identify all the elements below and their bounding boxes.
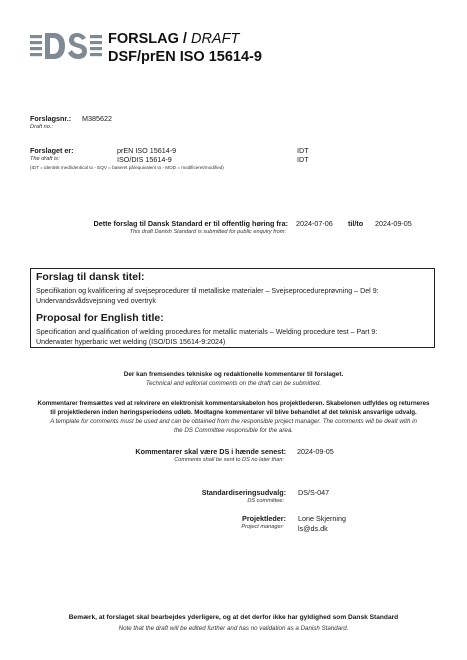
deadline-sub: Comments shall be sent to DS no later than:	[174, 457, 284, 463]
danish-title-heading: Forslag til dansk titel:	[36, 271, 145, 283]
danish-title-line-2: Undervandsvådsvejsning ved overtryk	[36, 297, 156, 305]
manager-label: Projektleder:	[242, 514, 286, 523]
forslagsnr-label: Forslagsnr.:	[30, 114, 72, 123]
title-forslag: FORSLAG /	[108, 31, 191, 47]
manager-name: Lone Skjerning	[298, 514, 346, 523]
template-notice-en-1: A template for comments must be used and can be obtained from the responsible project manager. The comments will be dealt with in	[50, 418, 417, 425]
forslaget-value-1: prEN ISO 15614-9	[117, 146, 177, 155]
ds-logo	[30, 32, 102, 62]
manager-sub: Project manager:	[241, 524, 284, 530]
hearing-to: 2024-09-05	[375, 219, 412, 228]
forslaget-label: Forslaget er:	[30, 146, 74, 155]
english-title-line-1: Specification and qualification of welding procedures for metallic materials – Welding procedure test – Part 9:	[36, 328, 378, 336]
forslagsnr-sub: Draft no.:	[30, 124, 54, 130]
manager-email[interactable]: ls@ds.dk	[298, 524, 328, 533]
hearing-label: Dette forslag til Dansk Standard er til offentlig høring fra:	[93, 219, 288, 228]
comments-notice-en: Technical and editorial comments on the draft can be submitted.	[145, 380, 322, 387]
template-notice-1: Kommentarer fremsættes ved at rekvirere en elektronisk kommentarskabelon hos projektlederen. Skabelonen udfyldes og returneres	[37, 400, 430, 407]
forslaget-value-2: ISO/DIS 15614-9	[117, 155, 172, 164]
committee-label: Standardiseringsudvalg:	[201, 488, 286, 497]
equivalence-legend: (IDT = identisk med/identical to - EQV = baseret på/equivalent to - MOD = modificeret/modified)	[30, 165, 224, 170]
danish-title-line-1: Specifikation og kvalificering af svejseprocedurer til metalliske materialer – Svejseprocedureprøvning – Del 9:	[36, 287, 379, 295]
forslaget-code-1: IDT	[297, 146, 309, 155]
hearing-sub: This draft Danish Standard is submitted for public enquiry from:	[129, 229, 286, 235]
title-box	[30, 268, 435, 348]
document-title	[108, 31, 239, 47]
english-title-line-2: Underwater hyperbaric wet welding (ISO/DIS 15614-9:2024)	[36, 338, 226, 346]
forslagsnr-value: M385622	[82, 114, 112, 123]
template-notice-2: til projektlederen inden høringsperiodens udløb. Modtagne kommentarer vil blive behandlet af det teknisk ansvarlige udvalg.	[50, 409, 417, 416]
title-draft: DRAFT	[190, 31, 240, 47]
deadline-value: 2024-09-05	[297, 447, 334, 456]
standard-number-title: DSF/prEN ISO 15614-9	[108, 49, 262, 65]
hearing-to-label: til/to	[348, 219, 364, 228]
hearing-from: 2024-07-06	[296, 219, 333, 228]
committee-sub: DS committee:	[247, 498, 284, 504]
footer-notice: Bemærk, at forslaget skal bearbejdes yderligere, og at det derfor ikke har gyldighed som Dansk Standard	[68, 614, 399, 621]
forslaget-sub: The draft is:	[30, 156, 60, 162]
comments-notice: Der kan fremsendes tekniske og redaktionelle kommentarer til forslaget.	[123, 371, 344, 378]
deadline-label: Kommentarer skal være DS i hænde senest:	[135, 447, 286, 456]
template-notice-en-2: the DS Committee responsible for the area.	[174, 427, 293, 434]
forslaget-code-2: IDT	[297, 155, 309, 164]
english-title-heading: Proposal for English title:	[36, 312, 164, 324]
footer-notice-en: Note that the draft will be edited further and has no validation as a Danish Standard.	[118, 625, 349, 632]
committee-value: DS/S-047	[298, 488, 330, 497]
